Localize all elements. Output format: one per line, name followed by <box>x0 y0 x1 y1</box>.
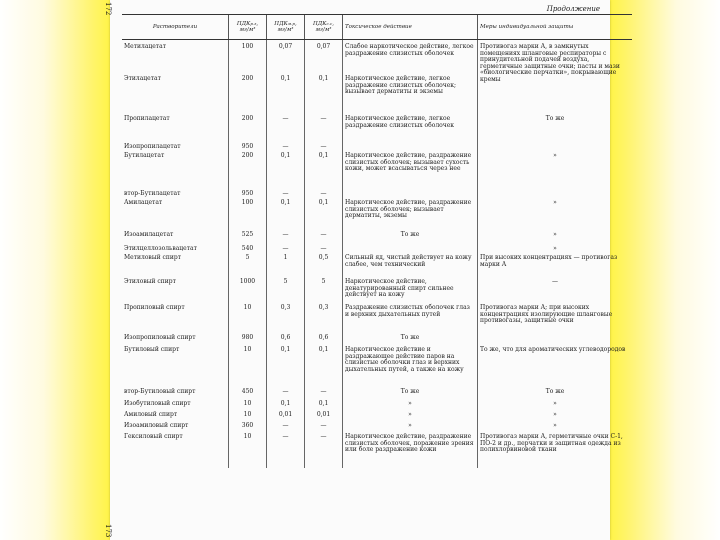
row-pdk-mr: — <box>267 191 305 200</box>
row-pdk-ss: 0,07 <box>305 44 343 76</box>
table-row <box>122 255 632 279</box>
row-name: Пропилацетат <box>124 115 170 122</box>
row-effect: То же <box>343 335 478 347</box>
row-protection: То же, что для ароматических углеводородов <box>478 347 633 389</box>
row-pdk-rz: 200 <box>229 116 267 144</box>
page-number-bottom: 173 <box>104 524 112 538</box>
row-protection: Противогаз марки А, в замкнутых помещениях шланговые респираторы с принудительной подачей воздуха, герметичные защитные очки; пасты и мази «биологические перчатки», покрывающие кремы <box>478 44 633 116</box>
header-pdk-rz-unit: мг/м³ <box>239 27 256 33</box>
row-name: Бутилацетат <box>124 152 165 159</box>
row-pdk-ss: — <box>305 191 343 200</box>
row-pdk-rz: 450 <box>229 389 267 401</box>
row-pdk-rz: 950 <box>229 144 267 153</box>
row-pdk-ss: — <box>305 434 343 468</box>
row-effect: » <box>343 412 478 423</box>
table-row <box>122 44 632 76</box>
row-pdk-rz: 200 <box>229 153 267 191</box>
header-pdk-ss: ПДКс.с, мг/м³ <box>305 15 343 40</box>
row-pdk-mr: 1 <box>267 255 305 279</box>
row-pdk-ss: 0,1 <box>305 401 343 412</box>
row-pdk-ss: 5 <box>305 279 343 305</box>
row-protection: — <box>478 279 633 305</box>
row-protection: То же <box>478 116 633 144</box>
row-name: Амиловый спирт <box>124 411 178 418</box>
row-pdk-rz: 980 <box>229 335 267 347</box>
row-name: Этилцеллозольвацетат <box>124 245 197 252</box>
table-row <box>122 347 632 389</box>
table-row <box>122 200 632 232</box>
row-pdk-mr: 0,07 <box>267 44 305 76</box>
row-pdk-ss: — <box>305 423 343 434</box>
row-pdk-mr: — <box>267 144 305 153</box>
row-pdk-rz: 10 <box>229 347 267 389</box>
row-name: Метиловый спирт <box>124 254 182 261</box>
row-pdk-rz: 540 <box>229 246 267 255</box>
table-row <box>122 434 632 468</box>
header-pdk-rz-label: ПДК <box>236 21 251 27</box>
document-page <box>104 0 626 540</box>
row-effect: Наркотическое действие, раздражение слизистых оболочек; вызывает дерматиты, экземы <box>343 200 478 232</box>
row-effect: Наркотическое действие, легкое раздражение слизистых оболочек <box>343 116 478 144</box>
row-pdk-rz: 525 <box>229 232 267 246</box>
row-effect: Наркотическое действие и раздражающее действие паров на слизистые оболочки глаз и верхних дыхательных путей, а также на кожу <box>343 347 478 389</box>
row-effect: То же <box>343 232 478 246</box>
header-pdk-ss-sub: с.с <box>326 21 333 26</box>
row-protection: » <box>478 246 633 255</box>
row-pdk-ss: 0,5 <box>305 255 343 279</box>
row-protection: » <box>478 412 633 423</box>
row-name: Этиловый спирт <box>124 278 176 285</box>
row-protection: Противогаз марки А, герметичные очки С-1, ПО-2 и др., перчатки и защитная одежда из полихлорвиновой ткани <box>478 434 633 468</box>
row-protection: При высоких концентрациях — противогаз марки А <box>478 255 633 279</box>
row-pdk-rz: 10 <box>229 412 267 423</box>
row-pdk-mr: 0,1 <box>267 401 305 412</box>
row-pdk-rz: 5 <box>229 255 267 279</box>
table-row <box>122 279 632 305</box>
row-pdk-ss: 0,1 <box>305 76 343 116</box>
row-pdk-rz: 10 <box>229 434 267 468</box>
header-pdk-mr-unit: мг/м³ <box>277 27 294 33</box>
row-pdk-rz: 100 <box>229 44 267 76</box>
table-row <box>122 232 632 246</box>
table-header-row <box>122 15 632 40</box>
row-name: Изоамилацетат <box>124 231 174 238</box>
row-pdk-mr: — <box>267 116 305 144</box>
row-protection: » <box>478 200 633 232</box>
row-pdk-mr: 5 <box>267 279 305 305</box>
header-pdk-mr: ПДКм.р, мг/м³ <box>267 15 305 40</box>
row-protection: » <box>478 401 633 412</box>
row-pdk-ss: — <box>305 246 343 255</box>
row-pdk-mr: — <box>267 389 305 401</box>
row-pdk-mr: 0,01 <box>267 412 305 423</box>
header-effect: Токсическое действие <box>343 15 478 40</box>
row-pdk-mr: 0,3 <box>267 305 305 335</box>
row-pdk-ss: — <box>305 144 343 153</box>
header-pdk-rz: ПДКр.з, мг/м³ <box>229 15 267 40</box>
row-effect: Раздражение слизистых оболочек глаз и верхних дыхательных путей <box>343 305 478 335</box>
row-pdk-mr: — <box>267 434 305 468</box>
row-protection: » <box>478 232 633 246</box>
row-pdk-ss: 0,01 <box>305 412 343 423</box>
row-effect: Наркотическое действие, легкое раздражение слизистых оболочек; вызывает дерматиты и экземы <box>343 76 478 116</box>
row-pdk-rz: 10 <box>229 401 267 412</box>
header-name: Растворители <box>122 15 229 40</box>
row-protection: » <box>478 153 633 191</box>
row-pdk-ss: — <box>305 232 343 246</box>
row-pdk-rz: 360 <box>229 423 267 434</box>
row-pdk-ss: 0,3 <box>305 305 343 335</box>
row-pdk-mr: — <box>267 246 305 255</box>
header-pdk-rz-sub: р.з <box>250 21 257 26</box>
row-effect: Сильный яд, чистый действует на кожу слабее, чем технический <box>343 255 478 279</box>
table-row <box>122 153 632 191</box>
row-pdk-mr: — <box>267 423 305 434</box>
row-protection: Противогаз марки А; при высоких концентрациях изолирующие шланговые противогазы, защитные очки <box>478 305 633 335</box>
row-name: Изоамиловый спирт <box>124 422 189 429</box>
row-pdk-ss: — <box>305 389 343 401</box>
header-pdk-mr-label: ПДК <box>274 21 288 27</box>
row-pdk-mr: 0,6 <box>267 335 305 347</box>
row-name: Гексиловый спирт <box>124 433 183 440</box>
row-pdk-ss: 0,1 <box>305 153 343 191</box>
header-pdk-mr-sub: м.р <box>287 21 295 26</box>
row-pdk-mr: 0,1 <box>267 153 305 191</box>
row-pdk-ss: 0,6 <box>305 335 343 347</box>
row-pdk-rz: 100 <box>229 200 267 232</box>
continuation-label: Продолжение <box>546 5 600 13</box>
row-protection: » <box>478 423 633 434</box>
row-pdk-mr: 0,1 <box>267 200 305 232</box>
table-row <box>122 305 632 335</box>
row-name: Метилацетат <box>124 43 167 50</box>
header-protection: Меры индивидуальной защиты <box>478 15 633 40</box>
row-pdk-ss: 0,1 <box>305 200 343 232</box>
row-pdk-mr: — <box>267 232 305 246</box>
row-effect: То же <box>343 389 478 401</box>
row-pdk-ss: 0,1 <box>305 347 343 389</box>
header-pdk-ss-unit: мг/м³ <box>315 27 332 33</box>
row-name: Изопропиловый спирт <box>124 334 196 341</box>
row-pdk-rz: 1000 <box>229 279 267 305</box>
row-name: Изобутиловый спирт <box>124 400 191 407</box>
header-pdk-ss-label: ПДК <box>312 21 327 27</box>
row-name: втор-Бутиловый спирт <box>124 388 196 395</box>
row-name: Амилацетат <box>124 199 163 206</box>
row-effect: » <box>343 423 478 434</box>
row-name: втор-Бутилацетат <box>124 190 181 197</box>
row-pdk-rz: 200 <box>229 76 267 116</box>
row-effect: » <box>343 401 478 412</box>
row-name: Этилацетат <box>124 75 161 82</box>
row-name: Бутиловый спирт <box>124 346 180 353</box>
row-protection: То же <box>478 389 633 401</box>
row-effect: Наркотическое действие, денатурированный спирт сильнее действует на кожу <box>343 279 478 305</box>
row-pdk-mr: 0,1 <box>267 347 305 389</box>
row-name: Изопропилацетат <box>124 143 181 150</box>
row-pdk-mr: 0,1 <box>267 76 305 116</box>
row-effect: Наркотическое действие, раздражение слизистых оболочек; вызывает сухость кожи, может всасываться через нее <box>343 153 478 191</box>
row-pdk-rz: 950 <box>229 191 267 200</box>
row-effect: Наркотическое действие, раздражение слизистых оболочек, поражение зрения или боле раздражение кожи <box>343 434 478 468</box>
page-number-top: 172 <box>104 2 112 16</box>
row-pdk-rz: 10 <box>229 305 267 335</box>
row-effect: Слабое наркотическое действие, легкое раздражение слизистых оболочек <box>343 44 478 76</box>
row-pdk-ss: — <box>305 116 343 144</box>
solvents-table <box>122 14 632 468</box>
row-name: Пропиловый спирт <box>124 304 185 311</box>
table-row <box>122 116 632 144</box>
